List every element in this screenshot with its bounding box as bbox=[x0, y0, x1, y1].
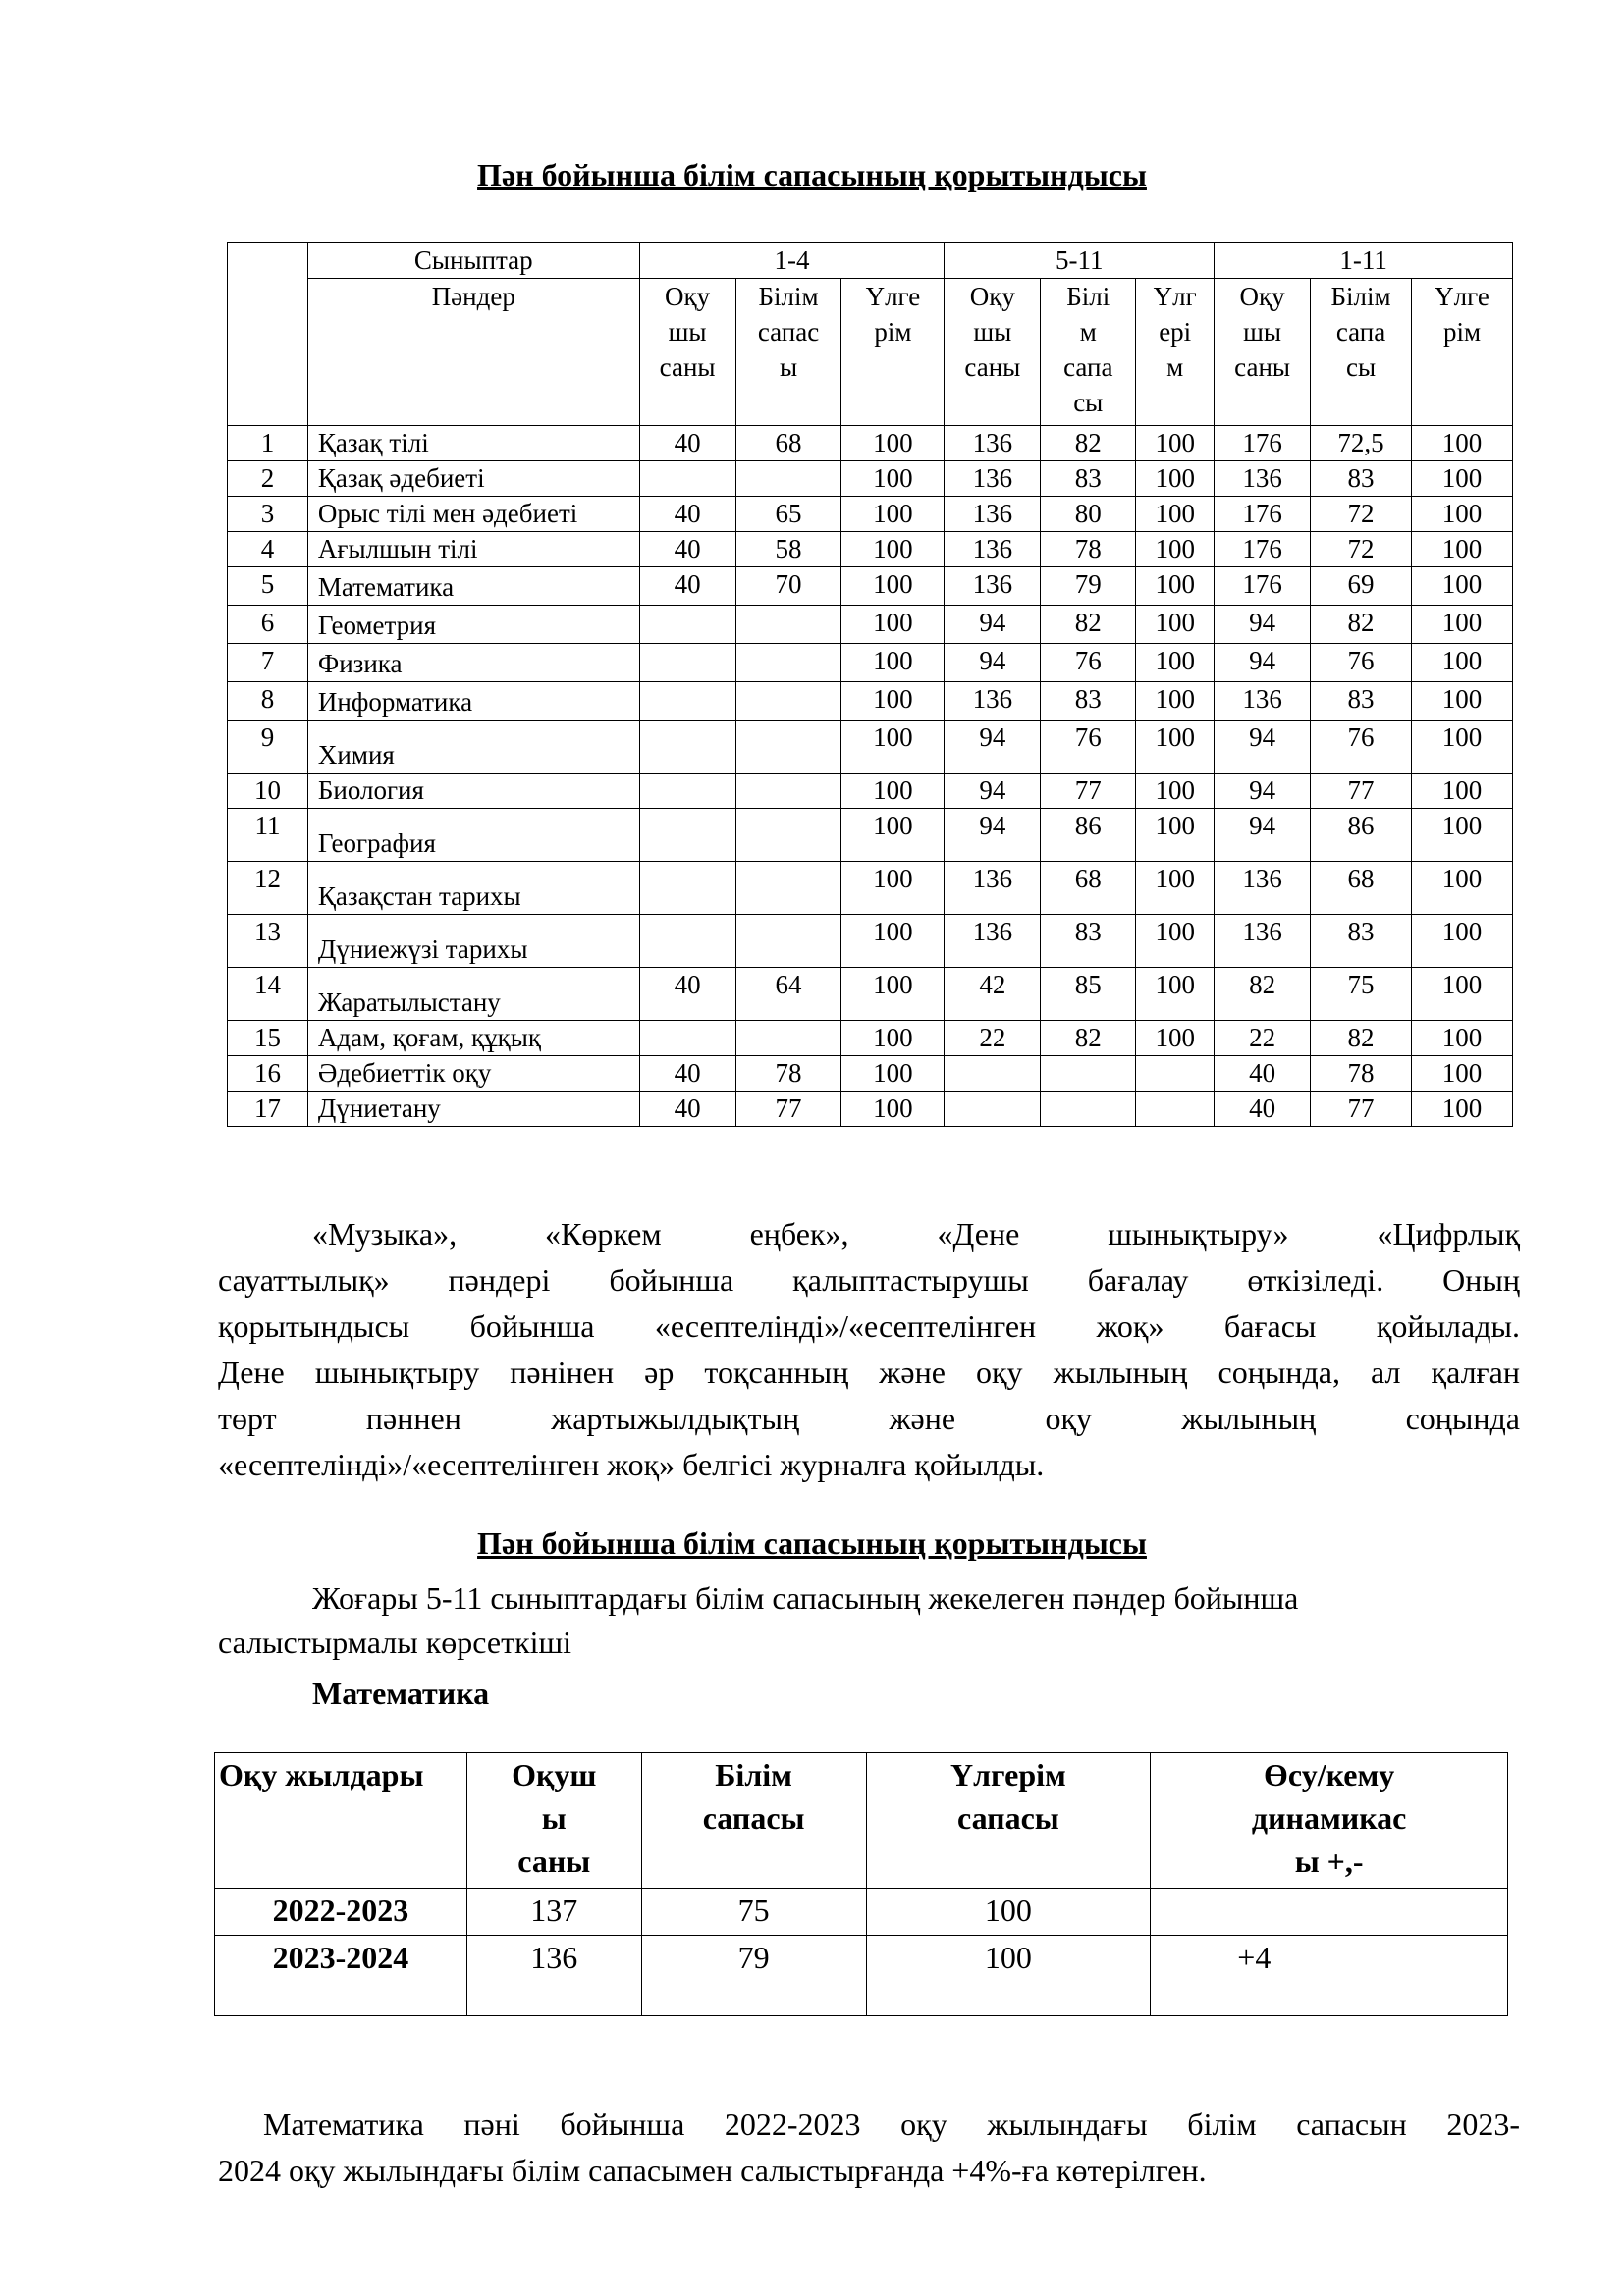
value-cell: 100 bbox=[1136, 644, 1215, 682]
value-cell: 83 bbox=[1311, 915, 1412, 968]
table-row bbox=[228, 721, 1513, 774]
value-cell: 100 bbox=[1136, 682, 1215, 721]
header-col: Білім сапас ы bbox=[735, 279, 841, 426]
value-cell: 80 bbox=[1041, 497, 1136, 532]
value-cell bbox=[945, 1056, 1041, 1092]
row-dynamics: +4 bbox=[1151, 1936, 1508, 2016]
header-col: Білі м сапа сы bbox=[1041, 279, 1136, 426]
header-col: Оқу шы саны bbox=[1215, 279, 1311, 426]
value-cell: 100 bbox=[841, 721, 945, 774]
value-cell: 77 bbox=[735, 1092, 841, 1127]
header-years: Оқу жылдары bbox=[215, 1753, 467, 1889]
value-cell: 100 bbox=[841, 461, 945, 497]
paragraph-line: «есептелінді»/«есептелінген жоқ» белгісі журналға қойылды. bbox=[218, 1447, 1045, 1482]
value-cell: 78 bbox=[1311, 1056, 1412, 1092]
value-cell: 100 bbox=[1412, 809, 1513, 862]
subtitle-line: Жоғары 5-11 сыныптардағы білім сапасының жекелеген пәндер бойынша bbox=[312, 1580, 1299, 1616]
value-cell: 94 bbox=[1215, 606, 1311, 644]
header-col: Оқу шы саны bbox=[945, 279, 1041, 426]
value-cell: 176 bbox=[1215, 426, 1311, 461]
subtitle bbox=[218, 1576, 1520, 1665]
subject-name: Геометрия bbox=[307, 606, 639, 644]
table-row bbox=[228, 426, 1513, 461]
table-row bbox=[228, 968, 1513, 1021]
table-row bbox=[228, 774, 1513, 809]
value-cell: 22 bbox=[1215, 1021, 1311, 1056]
value-cell: 136 bbox=[945, 426, 1041, 461]
value-cell bbox=[639, 721, 735, 774]
value-cell: 100 bbox=[1412, 532, 1513, 567]
value-cell: 100 bbox=[1412, 567, 1513, 606]
value-cell: 100 bbox=[1412, 1056, 1513, 1092]
value-cell: 100 bbox=[1136, 721, 1215, 774]
value-cell bbox=[1041, 1056, 1136, 1092]
subject-name: Химия bbox=[307, 721, 639, 774]
math-comparison-table bbox=[214, 1752, 1508, 2016]
row-number: 4 bbox=[228, 532, 308, 567]
row-year: 2023-2024 bbox=[215, 1936, 467, 2016]
value-cell: 78 bbox=[1041, 532, 1136, 567]
row-progress: 100 bbox=[866, 1889, 1151, 1936]
header-progress: Үлгерім сапасы bbox=[866, 1753, 1151, 1889]
table-row bbox=[228, 1021, 1513, 1056]
value-cell: 176 bbox=[1215, 497, 1311, 532]
value-cell: 40 bbox=[639, 497, 735, 532]
subject-name: Дүниетану bbox=[307, 1092, 639, 1127]
value-cell: 136 bbox=[1215, 862, 1311, 915]
header-group-1-4: 1-4 bbox=[639, 243, 945, 279]
row-number: 13 bbox=[228, 915, 308, 968]
subject-name: Орыс тілі мен әдебиеті bbox=[307, 497, 639, 532]
value-cell: 72 bbox=[1311, 532, 1412, 567]
value-cell bbox=[735, 915, 841, 968]
value-cell: 82 bbox=[1041, 426, 1136, 461]
value-cell: 82 bbox=[1311, 1021, 1412, 1056]
value-cell: 136 bbox=[945, 915, 1041, 968]
value-cell: 136 bbox=[1215, 915, 1311, 968]
value-cell: 86 bbox=[1311, 809, 1412, 862]
value-cell: 85 bbox=[1041, 968, 1136, 1021]
value-cell: 100 bbox=[1412, 497, 1513, 532]
paragraph-line: Математика пәні бойынша 2022-2023 оқу жылындағы білім сапасын 2023- bbox=[263, 2107, 1520, 2142]
value-cell: 77 bbox=[1311, 774, 1412, 809]
value-cell bbox=[639, 644, 735, 682]
value-cell: 94 bbox=[1215, 721, 1311, 774]
value-cell: 100 bbox=[1412, 426, 1513, 461]
value-cell: 100 bbox=[841, 567, 945, 606]
value-cell bbox=[639, 606, 735, 644]
row-number: 8 bbox=[228, 682, 308, 721]
table-row bbox=[228, 1056, 1513, 1092]
value-cell bbox=[735, 862, 841, 915]
subject-name: Адам, қоғам, құқық bbox=[307, 1021, 639, 1056]
value-cell bbox=[735, 644, 841, 682]
subject-name: Математика bbox=[307, 567, 639, 606]
row-students: 136 bbox=[466, 1936, 641, 2016]
paragraph-line: Дене шынықтыру пәнінен әр тоқсанның және оқу жылының соңында, ал қалған bbox=[218, 1355, 1520, 1390]
value-cell: 94 bbox=[945, 809, 1041, 862]
value-cell: 100 bbox=[1412, 968, 1513, 1021]
value-cell: 100 bbox=[1412, 721, 1513, 774]
row-number: 9 bbox=[228, 721, 308, 774]
value-cell bbox=[1041, 1092, 1136, 1127]
subject-name: География bbox=[307, 809, 639, 862]
subject-name: Биология bbox=[307, 774, 639, 809]
value-cell: 64 bbox=[735, 968, 841, 1021]
value-cell: 76 bbox=[1311, 721, 1412, 774]
value-cell bbox=[735, 1021, 841, 1056]
value-cell: 70 bbox=[735, 567, 841, 606]
paragraph-assessment bbox=[218, 1211, 1520, 1488]
subject-name: Ағылшын тілі bbox=[307, 532, 639, 567]
value-cell bbox=[735, 774, 841, 809]
value-cell: 82 bbox=[1215, 968, 1311, 1021]
subject-name: Қазақ тілі bbox=[307, 426, 639, 461]
value-cell: 77 bbox=[1311, 1092, 1412, 1127]
value-cell: 94 bbox=[945, 644, 1041, 682]
row-quality: 75 bbox=[641, 1889, 866, 1936]
row-dynamics bbox=[1151, 1889, 1508, 1936]
value-cell bbox=[1136, 1092, 1215, 1127]
row-number: 1 bbox=[228, 426, 308, 461]
value-cell: 100 bbox=[1412, 1021, 1513, 1056]
value-cell: 100 bbox=[1412, 461, 1513, 497]
row-number: 10 bbox=[228, 774, 308, 809]
value-cell: 58 bbox=[735, 532, 841, 567]
value-cell: 78 bbox=[735, 1056, 841, 1092]
paragraph-conclusion bbox=[218, 2102, 1520, 2194]
value-cell: 40 bbox=[639, 426, 735, 461]
row-number: 7 bbox=[228, 644, 308, 682]
value-cell: 69 bbox=[1311, 567, 1412, 606]
value-cell: 100 bbox=[841, 497, 945, 532]
value-cell bbox=[735, 606, 841, 644]
corner-cell bbox=[228, 243, 308, 426]
page-title: Пән бойынша білім сапасының қорытындысы bbox=[477, 157, 1147, 192]
value-cell: 75 bbox=[1311, 968, 1412, 1021]
table-row bbox=[228, 644, 1513, 682]
value-cell: 83 bbox=[1311, 461, 1412, 497]
value-cell: 100 bbox=[841, 968, 945, 1021]
value-cell bbox=[639, 862, 735, 915]
row-number: 2 bbox=[228, 461, 308, 497]
value-cell: 136 bbox=[945, 682, 1041, 721]
value-cell: 100 bbox=[1412, 644, 1513, 682]
subject-name: Жаратылыстану bbox=[307, 968, 639, 1021]
value-cell: 100 bbox=[1412, 915, 1513, 968]
value-cell: 40 bbox=[1215, 1056, 1311, 1092]
value-cell: 22 bbox=[945, 1021, 1041, 1056]
value-cell bbox=[639, 809, 735, 862]
value-cell: 40 bbox=[639, 532, 735, 567]
header-group-5-11: 5-11 bbox=[945, 243, 1215, 279]
value-cell: 100 bbox=[1136, 426, 1215, 461]
value-cell: 100 bbox=[1412, 606, 1513, 644]
value-cell bbox=[735, 461, 841, 497]
value-cell: 100 bbox=[1412, 862, 1513, 915]
table-row bbox=[228, 915, 1513, 968]
value-cell: 136 bbox=[945, 862, 1041, 915]
table-row bbox=[228, 461, 1513, 497]
header-col: Оқу шы саны bbox=[639, 279, 735, 426]
value-cell bbox=[945, 1092, 1041, 1127]
value-cell: 68 bbox=[1311, 862, 1412, 915]
table-row bbox=[228, 809, 1513, 862]
paragraph-line: төрт пәннен жартыжылдықтың және оқу жылының соңында bbox=[218, 1401, 1520, 1436]
value-cell: 82 bbox=[1311, 606, 1412, 644]
value-cell: 68 bbox=[1041, 862, 1136, 915]
value-cell: 76 bbox=[1311, 644, 1412, 682]
value-cell: 83 bbox=[1311, 682, 1412, 721]
value-cell: 100 bbox=[1412, 774, 1513, 809]
value-cell: 82 bbox=[1041, 606, 1136, 644]
value-cell: 72,5 bbox=[1311, 426, 1412, 461]
value-cell: 100 bbox=[1136, 809, 1215, 862]
value-cell: 94 bbox=[1215, 774, 1311, 809]
table-row bbox=[228, 1092, 1513, 1127]
value-cell: 77 bbox=[1041, 774, 1136, 809]
value-cell: 40 bbox=[639, 1092, 735, 1127]
value-cell: 76 bbox=[1041, 644, 1136, 682]
value-cell: 136 bbox=[1215, 461, 1311, 497]
section-title: Пән бойынша білім сапасының қорытындысы bbox=[477, 1525, 1147, 1561]
row-number: 6 bbox=[228, 606, 308, 644]
subject-name: Информатика bbox=[307, 682, 639, 721]
value-cell: 100 bbox=[841, 915, 945, 968]
value-cell: 100 bbox=[841, 1092, 945, 1127]
value-cell: 136 bbox=[945, 461, 1041, 497]
value-cell: 100 bbox=[1136, 497, 1215, 532]
header-students: Оқуш ы саны bbox=[466, 1753, 641, 1889]
value-cell: 40 bbox=[639, 567, 735, 606]
header-col: Үлг ері м bbox=[1136, 279, 1215, 426]
row-number: 11 bbox=[228, 809, 308, 862]
value-cell: 100 bbox=[1136, 461, 1215, 497]
value-cell: 40 bbox=[1215, 1092, 1311, 1127]
value-cell: 100 bbox=[1136, 606, 1215, 644]
header-col: Үлге рім bbox=[1412, 279, 1513, 426]
value-cell: 136 bbox=[945, 567, 1041, 606]
value-cell: 94 bbox=[945, 721, 1041, 774]
value-cell: 100 bbox=[841, 606, 945, 644]
value-cell: 136 bbox=[945, 532, 1041, 567]
value-cell bbox=[735, 682, 841, 721]
value-cell: 65 bbox=[735, 497, 841, 532]
value-cell: 100 bbox=[841, 862, 945, 915]
value-cell: 100 bbox=[841, 426, 945, 461]
value-cell: 72 bbox=[1311, 497, 1412, 532]
paragraph-line: «Музыка», «Көркем еңбек», «Дене шынықтыру» «Цифрлық bbox=[312, 1216, 1520, 1252]
value-cell: 176 bbox=[1215, 532, 1311, 567]
value-cell: 176 bbox=[1215, 567, 1311, 606]
value-cell: 136 bbox=[1215, 682, 1311, 721]
value-cell bbox=[1136, 1056, 1215, 1092]
table-row bbox=[228, 532, 1513, 567]
row-number: 16 bbox=[228, 1056, 308, 1092]
value-cell: 94 bbox=[945, 774, 1041, 809]
subtitle-line: салыстырмалы көрсеткіші bbox=[218, 1625, 572, 1660]
row-number: 5 bbox=[228, 567, 308, 606]
row-progress: 100 bbox=[866, 1936, 1151, 2016]
value-cell: 100 bbox=[841, 1021, 945, 1056]
header-group-1-11: 1-11 bbox=[1215, 243, 1513, 279]
row-number: 3 bbox=[228, 497, 308, 532]
value-cell bbox=[639, 682, 735, 721]
value-cell bbox=[639, 774, 735, 809]
row-quality: 79 bbox=[641, 1936, 866, 2016]
subject-heading: Математика bbox=[312, 1676, 490, 1711]
header-dynamics: Өсу/кему динамикас ы +,- bbox=[1151, 1753, 1508, 1889]
table-row bbox=[228, 567, 1513, 606]
subject-name: Физика bbox=[307, 644, 639, 682]
value-cell: 100 bbox=[1136, 532, 1215, 567]
value-cell: 100 bbox=[1412, 1092, 1513, 1127]
value-cell: 100 bbox=[841, 644, 945, 682]
value-cell: 83 bbox=[1041, 682, 1136, 721]
value-cell: 42 bbox=[945, 968, 1041, 1021]
value-cell: 100 bbox=[1136, 968, 1215, 1021]
row-year: 2022-2023 bbox=[215, 1889, 467, 1936]
value-cell: 76 bbox=[1041, 721, 1136, 774]
header-subjects-label: Пәндер bbox=[307, 279, 639, 426]
value-cell bbox=[639, 1021, 735, 1056]
quality-results-table bbox=[227, 242, 1513, 1127]
value-cell: 136 bbox=[945, 497, 1041, 532]
value-cell: 68 bbox=[735, 426, 841, 461]
value-cell bbox=[639, 461, 735, 497]
header-col: Білім сапа сы bbox=[1311, 279, 1412, 426]
value-cell: 100 bbox=[1136, 774, 1215, 809]
value-cell: 100 bbox=[841, 809, 945, 862]
value-cell: 83 bbox=[1041, 915, 1136, 968]
value-cell bbox=[735, 809, 841, 862]
header-classes-label: Сыныптар bbox=[307, 243, 639, 279]
header-col: Үлге рім bbox=[841, 279, 945, 426]
value-cell bbox=[735, 721, 841, 774]
value-cell: 82 bbox=[1041, 1021, 1136, 1056]
table-row bbox=[228, 606, 1513, 644]
value-cell: 86 bbox=[1041, 809, 1136, 862]
value-cell: 83 bbox=[1041, 461, 1136, 497]
table-row bbox=[228, 497, 1513, 532]
value-cell: 100 bbox=[841, 774, 945, 809]
value-cell: 94 bbox=[945, 606, 1041, 644]
value-cell: 100 bbox=[1136, 862, 1215, 915]
row-number: 17 bbox=[228, 1092, 308, 1127]
subject-name: Қазақстан тарихы bbox=[307, 862, 639, 915]
paragraph-line: 2024 оқу жылындағы білім сапасымен салыстырғанда +4%-ға көтерілген. bbox=[218, 2153, 1207, 2188]
header-quality: Білім сапасы bbox=[641, 1753, 866, 1889]
row-number: 15 bbox=[228, 1021, 308, 1056]
value-cell: 100 bbox=[1136, 1021, 1215, 1056]
table-row bbox=[228, 682, 1513, 721]
row-students: 137 bbox=[466, 1889, 641, 1936]
value-cell: 94 bbox=[1215, 809, 1311, 862]
value-cell: 100 bbox=[841, 1056, 945, 1092]
value-cell: 100 bbox=[1412, 682, 1513, 721]
value-cell: 79 bbox=[1041, 567, 1136, 606]
subject-name: Әдебиеттік оқу bbox=[307, 1056, 639, 1092]
value-cell: 40 bbox=[639, 968, 735, 1021]
value-cell: 100 bbox=[1136, 567, 1215, 606]
value-cell bbox=[639, 915, 735, 968]
row-number: 12 bbox=[228, 862, 308, 915]
value-cell: 40 bbox=[639, 1056, 735, 1092]
value-cell: 100 bbox=[841, 532, 945, 567]
subject-name: Дүниежүзі тарихы bbox=[307, 915, 639, 968]
subject-name: Қазақ әдебиеті bbox=[307, 461, 639, 497]
paragraph-line: қорытындысы бойынша «есептелінді»/«есептелінген жоқ» бағасы қойылады. bbox=[218, 1308, 1520, 1344]
table-row bbox=[228, 862, 1513, 915]
paragraph-line: сауаттылық» пәндері бойынша қалыптастырушы бағалау өткізіледі. Оның bbox=[218, 1262, 1520, 1298]
value-cell: 94 bbox=[1215, 644, 1311, 682]
value-cell: 100 bbox=[1136, 915, 1215, 968]
value-cell: 100 bbox=[841, 682, 945, 721]
row-number: 14 bbox=[228, 968, 308, 1021]
